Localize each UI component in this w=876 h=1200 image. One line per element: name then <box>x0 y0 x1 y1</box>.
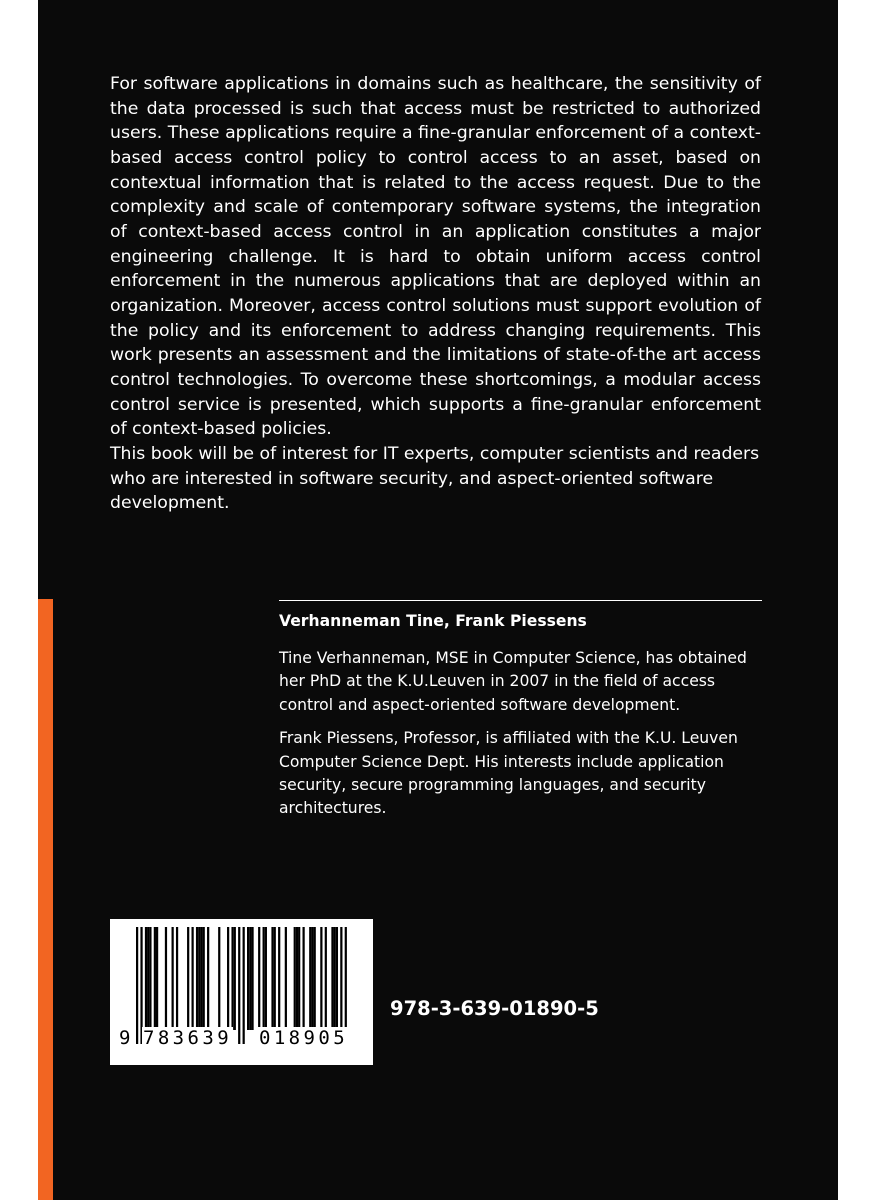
barcode-bar <box>198 927 200 1030</box>
barcode-bar <box>154 927 156 1030</box>
blurb-paragraph: For software applications in domains such as healthcare, the sensitivity of the data processed is such that access must be restricted to authorized users. These applications require a fine-granular enforcement of a context-based access control policy to control access to an asset, based on contextual information that is related to the access request. Due to the complexity and scale of contemporary software systems, the integration of context-based access control in an application constitutes a major engineering challenge. It is hard to obtain uniform access control enforcement in the numerous applications that are deployed within an organization. Moreover, access control solutions must support evolution of the policy and its enforcement to address changing requirements. This work presents an assessment and the limitations of state-of-the art access control technologies. To overcome these shortcomings, a modular access control service is presented, which supports a fine-granular enforcement of context-based policies. <box>110 74 761 440</box>
barcode-bar <box>331 927 333 1030</box>
barcode-bar <box>196 927 198 1030</box>
barcode-bar <box>165 927 167 1030</box>
barcode-lead-digit: 9 <box>119 1027 131 1049</box>
book-blurb <box>110 72 761 516</box>
barcode-bar <box>147 927 149 1030</box>
barcode-bar <box>294 927 296 1030</box>
barcode-bar <box>176 927 178 1030</box>
barcode-bar <box>187 927 189 1030</box>
barcode-bar <box>271 927 273 1030</box>
barcode-bar <box>203 927 205 1030</box>
barcode-bar <box>218 927 220 1030</box>
barcode-bar <box>227 927 229 1030</box>
isbn-number: 978-3-639-01890-5 <box>390 997 599 1020</box>
author-bio: Frank Piessens, Professor, is affiliated with the K.U. Leuven Computer Science Dept. His interests include application security, secure programming languages, and security architectures. <box>279 729 738 818</box>
author-section <box>279 609 765 831</box>
author-names: Verhanneman Tine, Frank Piessens <box>279 612 587 630</box>
barcode-bar <box>172 927 174 1030</box>
barcode-bar <box>309 927 311 1030</box>
barcode-digits <box>110 1027 373 1049</box>
barcode-bar <box>320 927 322 1030</box>
divider-line <box>279 600 762 601</box>
barcode-bar <box>156 927 158 1030</box>
barcode-bar <box>207 927 209 1030</box>
barcode-right-digits: 018905 <box>259 1027 349 1049</box>
barcode-bar <box>251 927 253 1030</box>
barcode-bar <box>249 927 251 1030</box>
barcode-bar <box>311 927 313 1030</box>
barcode-bar <box>247 927 249 1030</box>
author-bio: Tine Verhanneman, MSE in Computer Science, has obtained her PhD at the K.U.Leuven in 2007 in the field of access control and aspect-oriented software development. <box>279 649 747 714</box>
barcode-bar <box>278 927 280 1030</box>
barcode-bar <box>192 927 194 1030</box>
barcode-bar <box>149 927 151 1030</box>
barcode-bar <box>145 927 147 1030</box>
barcode-bar <box>258 927 260 1030</box>
barcode-bar <box>325 927 327 1030</box>
barcode-bar <box>314 927 316 1030</box>
barcode-bar <box>298 927 300 1030</box>
barcode-bar <box>263 927 265 1030</box>
barcode-bar <box>265 927 267 1030</box>
barcode-bar <box>303 927 305 1030</box>
barcode-bar <box>296 927 298 1030</box>
barcode-left-digits: 783639 <box>143 1027 233 1049</box>
barcode-bar <box>231 927 233 1030</box>
blurb-paragraph: This book will be of interest for IT experts, computer scientists and readers who are interested in software security, and aspect-oriented software development. <box>110 443 760 514</box>
barcode-bar <box>274 927 276 1030</box>
barcode-bar <box>336 927 338 1030</box>
barcode-bar <box>334 927 336 1030</box>
barcode-bar <box>200 927 202 1030</box>
barcode-bar <box>234 927 236 1030</box>
orange-accent-bar <box>38 599 53 1200</box>
barcode <box>110 919 373 1065</box>
barcode-bar <box>285 927 287 1030</box>
